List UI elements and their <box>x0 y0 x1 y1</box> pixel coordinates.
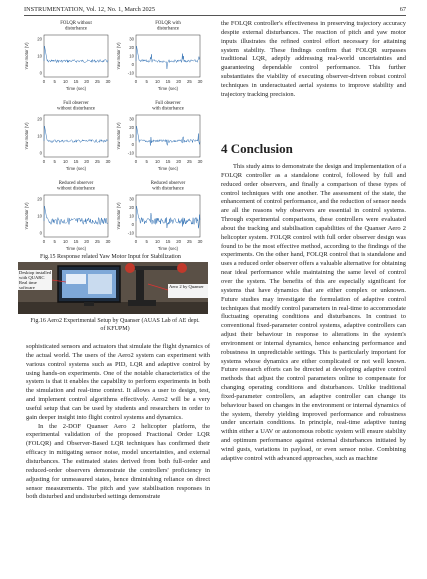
x-tick-label: 15 <box>165 79 171 84</box>
y-axis-label: Yaw motor (V) <box>24 42 29 70</box>
yaw-plot-6 <box>116 178 206 258</box>
plot-title: FOLQR without disturbance <box>60 21 92 32</box>
x-tick-label: 15 <box>73 79 79 84</box>
y-tick-label: 20 <box>129 205 134 210</box>
yaw-plot-4 <box>116 98 206 178</box>
x-axis-label: Time (sec) <box>157 166 179 171</box>
x-tick-label: 25 <box>186 239 192 244</box>
x-tick-label: 10 <box>154 239 160 244</box>
plot-title: Reduced observer with disturbance <box>150 181 186 192</box>
x-tick-label: 25 <box>186 79 192 84</box>
right-column-text-top <box>221 20 406 100</box>
plot-title: Full observer with disturbance <box>152 101 184 112</box>
yaw-plot-5 <box>24 178 114 258</box>
x-tick-label: 5 <box>53 239 56 244</box>
plot-title: FOLQR with disturbance <box>155 21 181 32</box>
x-tick-label: 25 <box>94 159 100 164</box>
y-tick-label: 0 <box>39 230 42 236</box>
yaw-plot-2 <box>116 18 206 98</box>
y-tick-label: 10 <box>37 213 42 219</box>
x-tick-label: 5 <box>53 79 56 84</box>
x-tick-label: 5 <box>145 79 148 84</box>
x-tick-label: 20 <box>84 159 90 164</box>
yaw-motor-trace <box>136 46 200 69</box>
x-tick-label: 0 <box>42 79 46 84</box>
x-axis-label: Time (sec) <box>65 166 87 171</box>
y-tick-label: 0 <box>39 150 42 156</box>
x-tick-label: 10 <box>154 79 160 84</box>
figure-16-caption: Fig.16 Aero2 Experimental Setup by Quanser (AUAS Lab of AE dept. of KFUPM) <box>30 318 200 332</box>
yaw-motor-trace <box>136 206 200 228</box>
x-tick-label: 30 <box>197 159 203 164</box>
paragraph: This study aims to demonstrate the design and implementation of a FOLQR controller as a standalone control, followed by full and reduced order observers, and finally a comparison of these types of control techniques with one another. The assessment of the state, the enhancement of control performance, and the reduction of sensor needs are all the reasons why observers are essential in control systems. Through experimental comparisons, these controllers were evaluated about the tracking and stabilisation capabilities of the Quanser Aero 2 helicopter system. FOLQR control with full order observer design was found to be the most effective method, according to the findings of the experiments. On the other hand, FOLQR control that is standalone and uses a reduced order observer offers a valuable alternative for obtaining near ideal performance while maintaining the same level of control over the system. The benefits of this are especially significant for systems that have dynamics that are either complex or unknown. Future studies may investigate the formulation of adaptive control techniques that modify control parameters in real-time to accommodate fluctuating operating conditions and disturbances. In contrast to conventional fixed-parameter control systems, adaptive controllers can adjust their behaviour in response to alterations in the system's environment or internal dynamics, hence enhancing performance and robustness in unpredictable settings. This is particularly important for systems whose dynamics are either complicated or not well known. Future research efforts can be directed at developing adaptive control methods that adjust the control parameters online to compensate for changing operating conditions and disturbances. Unlike traditional fixed-parameter controllers, an adaptive controller can change its behaviour based on changes in the environment or internal dynamics of the system, thereby yielding improved performance and robustness under uncertain conditions. In principle, real-time adaptive tuning within either a UAV or autonomous robotic system will ensure stability and optimum performance against external disturbances initiated by wind gusts, variations in payload, or even sensor noise. Combining adaptive control with advanced approaches, such as machine <box>221 163 406 462</box>
x-tick-label: 20 <box>176 239 182 244</box>
x-tick-label: 15 <box>165 239 171 244</box>
x-axis-label: Time (sec) <box>65 246 87 251</box>
left-column-text <box>26 343 210 502</box>
yaw-motor-trace <box>136 126 200 146</box>
figure-16-label-left: Desktop installed with QUARC Real time software <box>19 270 52 290</box>
y-tick-label: 30 <box>129 116 134 122</box>
yaw-motor-trace <box>44 126 108 142</box>
x-axis-label: Time (sec) <box>157 246 179 251</box>
y-tick-label: 0 <box>131 222 134 227</box>
x-tick-label: 0 <box>134 79 138 84</box>
y-tick-label: 20 <box>129 45 134 50</box>
plot-title: Reduced observer without disturbance <box>57 181 95 192</box>
yaw-motor-trace <box>44 46 108 62</box>
y-axis-label: Yaw motor (V) <box>116 122 121 150</box>
y-tick-label: 10 <box>37 53 42 59</box>
x-tick-label: 25 <box>186 159 192 164</box>
y-axis-label: Yaw motor (V) <box>116 202 121 230</box>
y-tick-label: 10 <box>129 53 134 59</box>
x-axis-label: Time (sec) <box>65 86 87 91</box>
y-tick-label: 10 <box>129 213 134 219</box>
x-tick-label: 30 <box>197 79 203 84</box>
x-tick-label: 20 <box>84 79 90 84</box>
x-tick-label: 10 <box>154 159 160 164</box>
x-tick-label: 0 <box>134 239 138 244</box>
figure-15-caption: Fig.15 Response related Yaw Motor Input for Stabilization <box>40 254 181 260</box>
x-tick-label: 25 <box>94 239 100 244</box>
x-tick-label: 30 <box>105 239 111 244</box>
right-column-text-conclusion <box>221 163 406 464</box>
y-axis-label: Yaw motor (V) <box>24 202 29 230</box>
x-tick-label: 15 <box>73 159 79 164</box>
x-tick-label: 20 <box>84 239 90 244</box>
x-tick-label: 0 <box>42 159 46 164</box>
x-tick-label: 10 <box>62 159 68 164</box>
y-tick-label: 0 <box>39 70 42 76</box>
page-number: 67 <box>399 6 406 13</box>
yaw-plot-3 <box>24 98 114 178</box>
paragraph: sophisticated sensors and actuators that simulate the flight dynamics of the actual world. The users of the Aero2 system can experiment with various control systems such as PID, LQR and adaptive control by using hands-on experiments. One of the notable characteristics of the system is that it enables the capability to perform experiments in both the simulation and real-time context. It allows a user to design, test, and implement control algorithms effectively. Aero2 will be a very useful setup that can be used by students and researchers in order to gain deeper insight into flight control systems and dynamics. <box>26 343 210 421</box>
y-tick-label: -10 <box>127 70 134 76</box>
y-tick-label: 20 <box>37 36 42 42</box>
x-tick-label: 20 <box>176 79 182 84</box>
x-tick-label: 0 <box>134 159 138 164</box>
y-tick-label: 20 <box>129 125 134 130</box>
y-tick-label: 10 <box>129 133 134 139</box>
y-axis-label: Yaw motor (V) <box>24 122 29 150</box>
y-tick-label: 0 <box>131 142 134 147</box>
x-tick-label: 30 <box>197 239 203 244</box>
x-tick-label: 30 <box>105 159 111 164</box>
y-tick-label: 0 <box>131 62 134 67</box>
header-rule <box>24 15 406 16</box>
x-tick-label: 30 <box>105 79 111 84</box>
x-tick-label: 5 <box>145 239 148 244</box>
x-tick-label: 15 <box>165 159 171 164</box>
running-header <box>24 6 406 13</box>
figure-15 <box>24 18 206 258</box>
y-tick-label: 20 <box>37 196 42 202</box>
x-tick-label: 20 <box>176 159 182 164</box>
y-tick-label: 20 <box>37 116 42 122</box>
x-tick-label: 10 <box>62 79 68 84</box>
y-axis-label: Yaw motor (V) <box>116 42 121 70</box>
yaw-plot-1 <box>24 18 114 98</box>
yaw-motor-trace <box>44 206 108 224</box>
y-tick-label: -10 <box>127 230 134 236</box>
figure-16-label-right: Aero 2 by Quanser <box>169 284 204 289</box>
y-tick-label: 10 <box>37 133 42 139</box>
x-tick-label: 5 <box>53 159 56 164</box>
journal-name: INSTRUMENTATION, Vol. 12, No. 1, March 2025 <box>24 6 155 13</box>
x-tick-label: 0 <box>42 239 46 244</box>
figure-16-photo <box>18 262 208 314</box>
x-tick-label: 5 <box>145 159 148 164</box>
plot-title: Full observer without disturbance <box>57 101 95 112</box>
x-axis-label: Time (sec) <box>157 86 179 91</box>
x-tick-label: 15 <box>73 239 79 244</box>
paragraph: the FOLQR controller's effectiveness in preserving trajectory accuracy despite external disturbances. The reaction of pitch and yaw motor inputs illustrates the refined control effort necessary for attaining system stability. These findings confirm that FOLQR surpasses traditional LQR, adeptly addressing real-world uncertainties and guaranteeing dependable control performance. This further substantiates the viability of executing observer-driven robust control techniques in underactuated aerial systems to improve stability and trajectory tracking precision. <box>221 20 406 98</box>
y-tick-label: 30 <box>129 196 134 202</box>
y-tick-label: 30 <box>129 36 134 42</box>
y-tick-label: -10 <box>127 150 134 156</box>
paragraph: In the 2-DOF Quanser Aero 2 helicopter platform, the experimental validation of the proposed Fractional Order LQR (FOLQR) and Observer-Based LQR techniques has confirmed their efficacy in mitigating sensor noise, model uncertainties, and external disturbances. The estimated states derived from both full-order and reduced-order observers demonstrate the controllers' proficiency in adjusting for unmeasured states, hence diminishing reliance on direct sensor measurements. The pitch and yaw stabilisation responses in both disturbed and undisturbed settings demonstrate <box>26 422 210 501</box>
x-tick-label: 10 <box>62 239 68 244</box>
section-heading: 4 Conclusion <box>221 141 293 156</box>
x-tick-label: 25 <box>94 79 100 84</box>
